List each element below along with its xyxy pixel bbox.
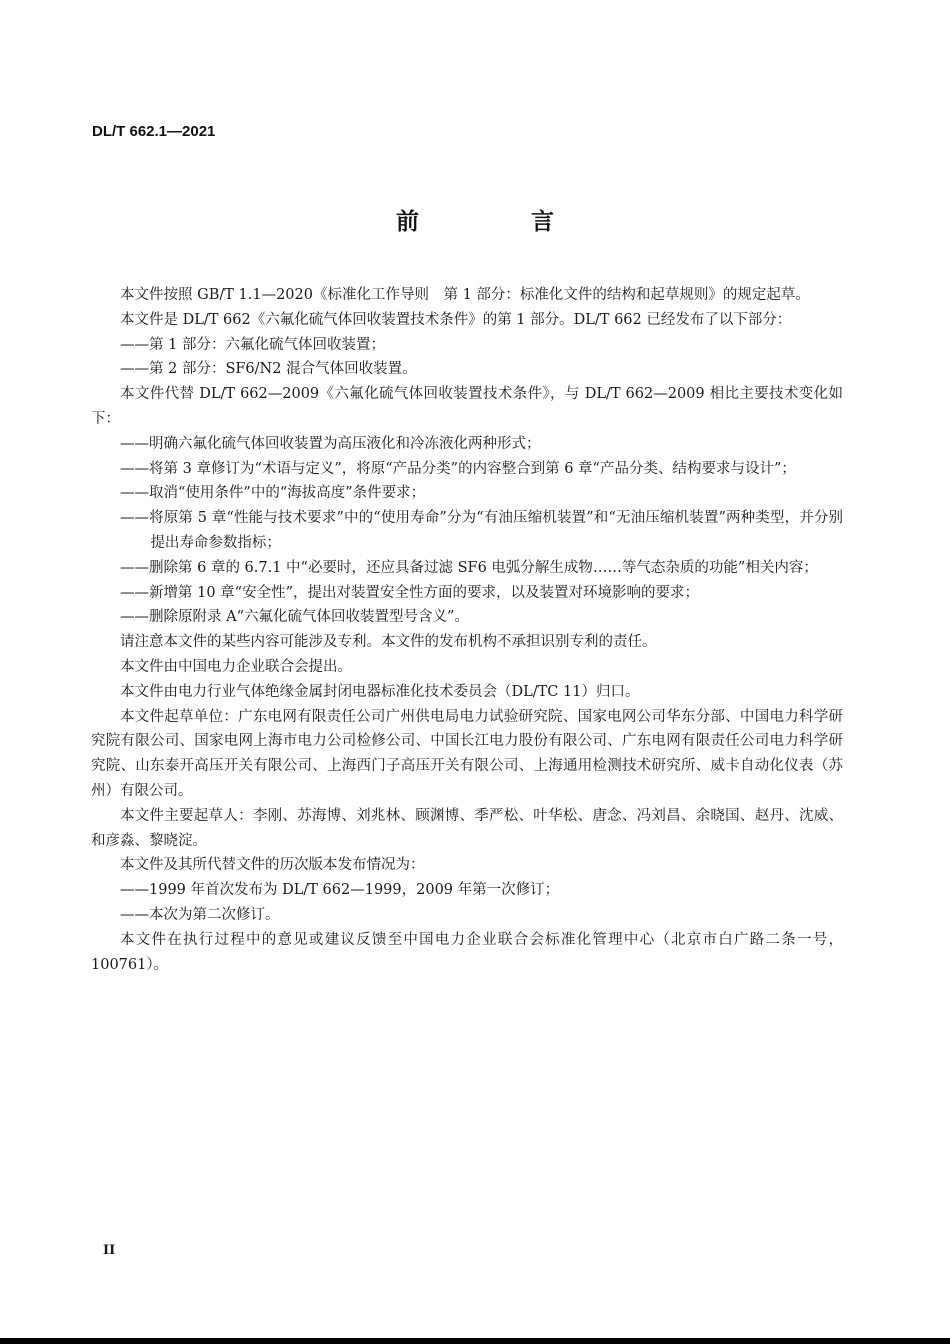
list-item: ——明确六氟化硫气体回收装置为高压液化和冷冻液化两种形式； bbox=[120, 435, 541, 452]
list-item: ——取消“使用条件”中的“海拔高度”条件要求； bbox=[120, 485, 426, 502]
list-item: ——删除第 6 章的 6.7.1 中“必要时，还应具备过滤 SF6 电弧分解生成物……等气态杂质的功能”相关内容； bbox=[120, 559, 818, 576]
paragraph: 本文件代替 DL/T 662—2009《六氟化硫气体回收装置技术条件》，与 DL/T 662—2009 相比主要技术变化如下： bbox=[91, 386, 843, 427]
list-item: ——将原第 5 章“性能与技术要求”中的“使用寿命”分为“有油压缩机装置”和“无油压缩机装置”两种类型，并分别提出寿命参数指标； bbox=[120, 510, 843, 551]
foreword-body bbox=[91, 283, 843, 977]
page-number: II bbox=[103, 1243, 116, 1258]
list-item: ——本次为第二次修订。 bbox=[120, 906, 280, 923]
list-item: ——第 2 部分：SF6/N2 混合气体回收装置。 bbox=[120, 361, 417, 378]
document-code: DL/T 662.1—2021 bbox=[92, 123, 216, 140]
list-item: ——新增第 10 章“安全性”，提出对装置安全性方面的要求，以及装置对环境影响的要求； bbox=[120, 584, 699, 601]
paragraph: 本文件起草单位：广东电网有限责任公司广州供电局电力试验研究院、国家电网公司华东分部、中国电力科学研究院有限公司、国家电网上海市电力公司检修公司、中国长江电力股份有限公司、广东电网有限责任公司电力科学研究院、山东泰开高压开关有限公司、上海西门子高压开关有限公司、上海通用检测技术研究所、威卡自动化仪表（苏州）有限公司。 bbox=[91, 708, 843, 799]
paragraph: 本文件按照 GB/T 1.1—2020《标准化工作导则 第 1 部分：标准化文件的结构和起草规则》的规定起草。 bbox=[120, 287, 810, 303]
list-item: ——1999 年首次发布为 DL/T 662—1999，2009 年第一次修订； bbox=[120, 882, 560, 899]
paragraph: 请注意本文件的某些内容可能涉及专利。本文件的发布机构不承担识别专利的责任。 bbox=[120, 634, 657, 651]
paragraph: 本文件由中国电力企业联合会提出。 bbox=[120, 658, 352, 675]
paragraph: 本文件主要起草人：李刚、苏海博、刘兆林、顾渊博、季严松、叶华松、唐念、冯刘昌、余晓国、赵丹、沈威、和彦淼、黎晓淀。 bbox=[91, 807, 843, 849]
paragraph: 本文件是 DL/T 662《六氟化硫气体回收装置技术条件》的第 1 部分。DL/T 662 已经发布了以下部分： bbox=[120, 311, 792, 328]
list-item: ——第 1 部分：六氟化硫气体回收装置； bbox=[120, 336, 385, 353]
paragraph: 本文件及其所代替文件的历次版本发布情况为： bbox=[120, 857, 425, 874]
paragraph: 本文件在执行过程中的意见或建议反馈至中国电力企业联合会标准化管理中心（北京市白广路二条一号，100761）。 bbox=[91, 931, 843, 973]
list-item: ——删除原附录 A“六氟化硫气体回收装置型号含义”。 bbox=[120, 609, 469, 626]
bottom-border bbox=[0, 1338, 950, 1344]
list-item: ——将第 3 章修订为“术语与定义”，将原“产品分类”的内容整合到第 6 章“产品分类、结构要求与设计”； bbox=[120, 460, 796, 477]
paragraph: 本文件由电力行业气体绝缘金属封闭电器标准化技术委员会（DL/TC 11）归口。 bbox=[120, 683, 640, 700]
page-title: 前 言 bbox=[395, 209, 606, 235]
